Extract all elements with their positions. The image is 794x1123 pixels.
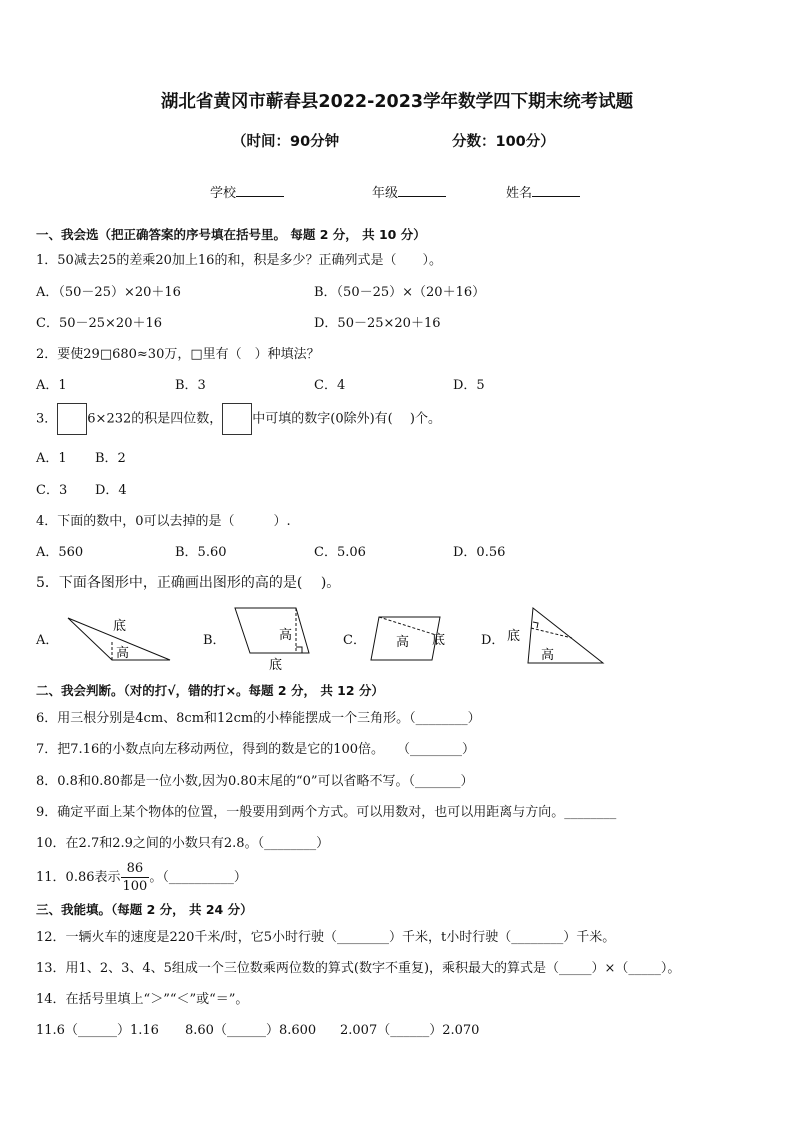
figure-c-parallelogram[interactable] <box>371 617 445 660</box>
figure-d-base-label: 底 <box>507 629 521 644</box>
name-label: 姓名 <box>506 186 533 201</box>
question-9: 9．确定平面上某个物体的位置，一般要用到两个方式。可以用数对，也可以用距离与方向。________ <box>36 805 617 820</box>
question-5: 5．下面各图形中，正确画出图形的高的是( )。 <box>36 575 341 591</box>
q11-fraction <box>121 860 150 895</box>
q14-item-3[interactable]: 2.007（______）2.070 <box>340 1023 480 1038</box>
q14-item-2[interactable]: 8.60（______）8.600 <box>185 1023 317 1038</box>
q3-prefix: 3． <box>36 411 58 427</box>
q5-option-d[interactable]: D． <box>481 633 505 648</box>
question-12: 12．一辆火车的速度是220千米/时，它5小时行驶（________）千米，t小时行驶（________）千米。 <box>36 930 616 945</box>
figure-a-height-label: 高 <box>116 646 130 661</box>
question-11 <box>36 858 247 898</box>
question-7: 7．把7.16的小数点向左移动两位，得到的数是它的100倍。 （________） <box>36 742 476 757</box>
figure-a-base-label: 底 <box>113 619 127 634</box>
q3-option-a[interactable]: A．1 <box>36 451 67 466</box>
figure-d-triangle[interactable] <box>507 608 603 663</box>
question-10: 10．在2.7和2.9之间的小数只有2.8。（________） <box>36 836 330 851</box>
question-1: 1．50减去25的差乘20加上16的和，积是多少？正确列式是（ ）。 <box>36 253 442 268</box>
figure-b-parallelogram[interactable] <box>235 608 309 673</box>
q5-option-b[interactable]: B． <box>203 633 226 648</box>
exam-score: 分数：100分） <box>452 134 555 150</box>
q2-option-d[interactable]: D．5 <box>453 378 485 393</box>
section-1-title: 一、我会选（把正确答案的序号填在括号里。 每题 2 分， 共 10 分） <box>36 227 426 242</box>
question-3 <box>36 403 441 436</box>
q1-option-b[interactable]: B．（50－25）×（20＋16） <box>314 285 486 300</box>
question-2: 2．要使29□680≈30万，□里有（ ）种填法？ <box>36 347 320 362</box>
q4-option-c[interactable]: C．5.06 <box>314 545 366 560</box>
q2-option-a[interactable]: A．1 <box>36 378 67 393</box>
q3-mid: 6×232的积是四位数， <box>87 411 223 427</box>
school-blank[interactable] <box>236 196 284 197</box>
figure-c-height-label: 高 <box>396 635 410 650</box>
question-4: 4．下面的数中，0可以去掉的是（ ）. <box>36 514 291 529</box>
grade-label: 年级 <box>372 186 399 201</box>
q3-blank-box-1[interactable] <box>57 403 87 435</box>
grade-blank[interactable] <box>398 196 446 197</box>
q3-option-b[interactable]: B．2 <box>95 451 126 466</box>
q3-suffix: 中可填的数字(0除外)有( )个。 <box>252 411 441 427</box>
figure-a-triangle[interactable] <box>68 618 170 661</box>
q11-prefix: 11．0.86表示 <box>36 870 121 885</box>
q14-item-1[interactable]: 11.6（______）1.16 <box>36 1023 159 1038</box>
section-3-title: 三、我能填。（每题 2 分， 共 24 分） <box>36 902 253 917</box>
school-label: 学校 <box>210 186 237 201</box>
page-title: 湖北省黄冈市蕲春县2022-2023学年数学四下期末统考试题 <box>160 92 634 112</box>
section-2-title: 二、我会判断。（对的打√，错的打×。每题 2 分， 共 12 分） <box>36 683 384 698</box>
q2-option-b[interactable]: B．3 <box>175 378 206 393</box>
q11-denominator: 100 <box>122 879 148 894</box>
figure-d-height-label: 高 <box>541 648 555 663</box>
q1-option-a[interactable]: A．（50－25）×20＋16 <box>36 285 181 300</box>
figure-b-base-label: 底 <box>269 658 283 673</box>
question-6: 6．用三根分别是4cm、8cm和12cm的小棒能摆成一个三角形。（________） <box>36 711 481 726</box>
figure-b-height-label: 高 <box>279 628 293 643</box>
q4-option-a[interactable]: A．560 <box>36 545 84 560</box>
q4-option-d[interactable]: D．0.56 <box>453 545 506 560</box>
q5-figures <box>0 600 794 680</box>
q3-option-c[interactable]: C．3 <box>36 483 68 498</box>
q5-option-a[interactable]: A． <box>36 633 59 648</box>
figure-c-base-label: 底 <box>432 633 446 648</box>
name-field[interactable] <box>506 182 580 201</box>
q3-blank-box-2[interactable] <box>222 403 252 435</box>
grade-field[interactable] <box>372 182 446 201</box>
q3-option-d[interactable]: D．4 <box>95 483 127 498</box>
school-field[interactable] <box>210 182 284 201</box>
q1-option-d[interactable]: D．50－25×20＋16 <box>314 316 441 331</box>
question-14: 14．在括号里填上“＞”“＜”或“＝”。 <box>36 992 249 1007</box>
q4-option-b[interactable]: B．5.60 <box>175 545 227 560</box>
q5-option-c[interactable]: C． <box>343 633 366 648</box>
question-8: 8．0.8和0.80都是一位小数,因为0.80末尾的“0”可以省略不写。（_______） <box>36 774 474 789</box>
question-13: 13．用1、2、3、4、5组成一个三位数乘两位数的算式(数字不重复)，乘积最大的算式是（_____）×（_____）。 <box>36 961 681 976</box>
q1-option-c[interactable]: C．50－25×20＋16 <box>36 316 163 331</box>
exam-time: （时间：90分钟 <box>232 134 340 150</box>
q2-option-c[interactable]: C．4 <box>314 378 346 393</box>
name-blank[interactable] <box>532 196 580 197</box>
q11-suffix: 。（__________） <box>149 870 247 885</box>
q11-numerator: 86 <box>121 860 150 878</box>
